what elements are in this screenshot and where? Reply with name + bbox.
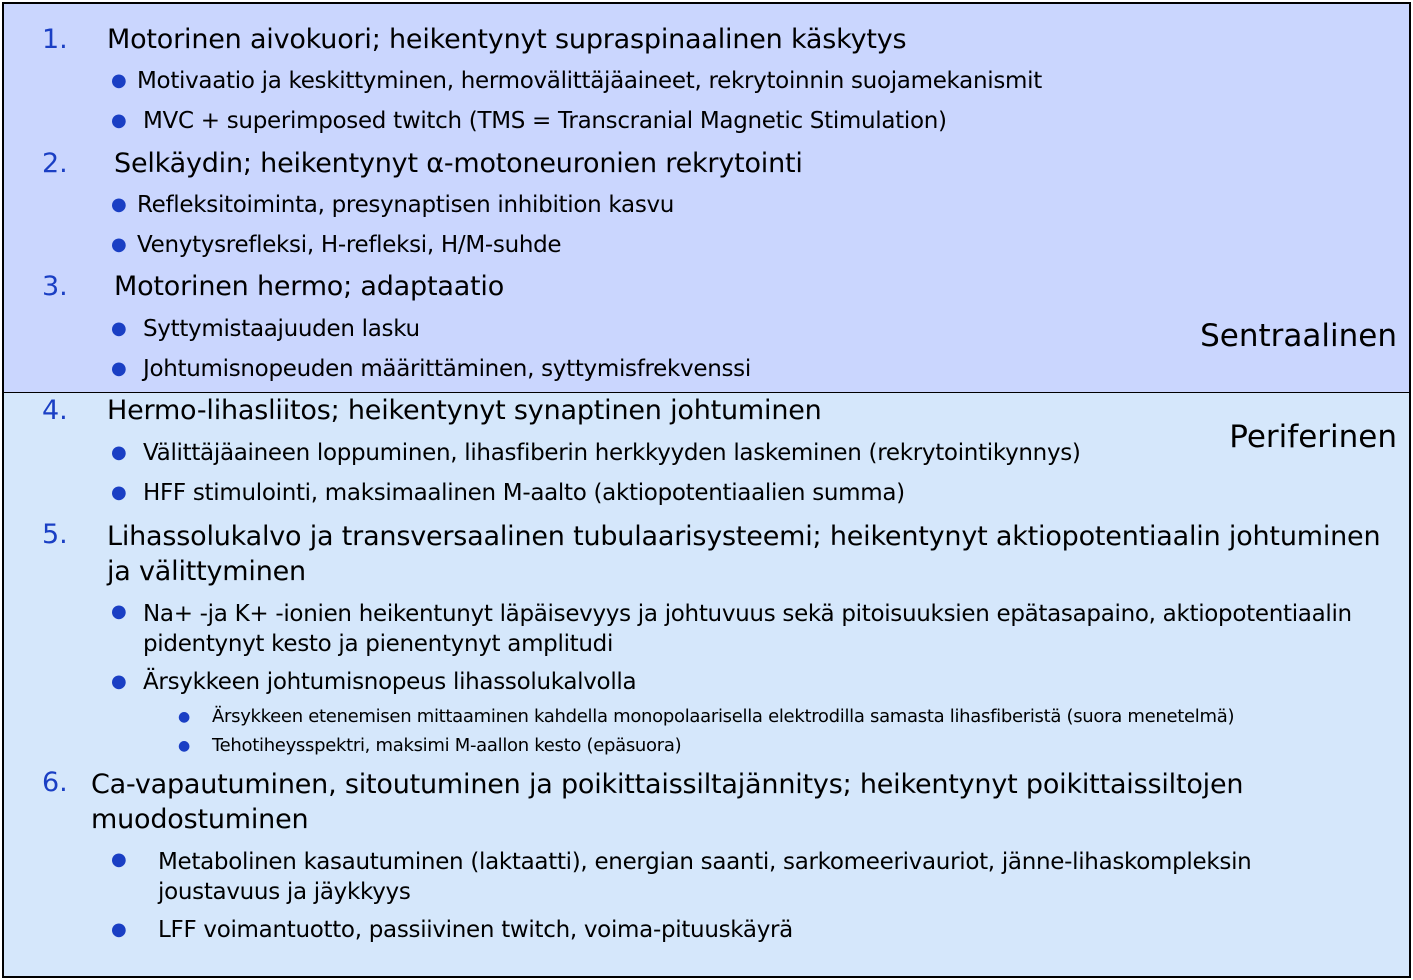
bullet-dot-icon: ●	[111, 358, 127, 379]
item-title: Ca-vapautuminen, sitoutuminen ja poikittaissiltajännitys; heikentynyt poikittaissiltojen muodostuminen	[91, 769, 1244, 835]
item-number: 1.	[42, 24, 68, 55]
bullet-text: Motivaatio ja keskittyminen, hermovälittäjäaineet, rekrytoinnin suojamekanismit	[137, 68, 1042, 94]
item-number: 2.	[42, 148, 68, 179]
bullet-text: Metabolinen kasautuminen (laktaatti), energian saanti, sarkomeerivauriot, jänne-lihaskompleksin joustavuus ja jäykkyys	[158, 849, 1252, 905]
sub-bullet-dot-icon: ●	[178, 709, 191, 725]
bullet-dot-icon: ●	[111, 849, 127, 870]
item-title: Lihassolukalvo ja transversaalinen tubulaarisysteemi; heikentynyt aktiopotentiaalin johtuminen ja välittyminen	[107, 521, 1381, 587]
bullet-text: Johtumisnopeuden määrittäminen, syttymisfrekvenssi	[143, 356, 751, 382]
bullet-text: MVC + superimposed twitch (TMS = Transcranial Magnetic Stimulation)	[143, 108, 947, 134]
item-title: Selkäydin; heikentynyt α-motoneuronien rekrytointi	[114, 148, 803, 179]
bullet-dot-icon: ●	[111, 70, 127, 91]
item-title: Motorinen hermo; adaptaatio	[114, 271, 505, 302]
bullet-text: LFF voimantuotto, passiivinen twitch, voima-pituuskäyrä	[158, 917, 793, 943]
bullet-text: Na+ -ja K+ -ionien heikentunyt läpäisevyys ja johtuvuus sekä pitoisuuksien epätasapaino, aktiopotentiaalin pidentynyt kesto ja pienentynyt amplitudi	[143, 601, 1352, 657]
bullet-dot-icon: ●	[111, 318, 127, 339]
item-title: Hermo-lihasliitos; heikentynyt synaptinen johtuminen	[107, 395, 822, 426]
bullet-dot-icon: ●	[111, 234, 127, 255]
bullet-dot-icon: ●	[111, 482, 127, 503]
peripheral-label: Periferinen	[1229, 419, 1397, 455]
bullet-dot-icon: ●	[111, 919, 127, 940]
bullet-text: Ärsykkeen johtumisnopeus lihassolukalvolla	[143, 669, 637, 695]
bullet-dot-icon: ●	[111, 110, 127, 131]
item-number: 6.	[42, 767, 68, 798]
item-number: 5.	[42, 519, 68, 550]
item-number: 3.	[42, 271, 68, 302]
bullet-dot-icon: ●	[111, 194, 127, 215]
bullet-text: Välittäjäaineen loppuminen, lihasfiberin herkkyyden laskeminen (rekrytointikynnys)	[143, 440, 1081, 466]
item-number: 4.	[42, 395, 68, 426]
bullet-text: Venytysrefleksi, H-refleksi, H/M-suhde	[137, 232, 562, 258]
bullet-text: HFF stimulointi, maksimaalinen M-aalto (aktiopotentiaalien summa)	[143, 480, 905, 506]
bullet-dot-icon: ●	[111, 601, 127, 622]
bullet-text: Refleksitoiminta, presynaptisen inhibition kasvu	[137, 192, 675, 218]
sub-bullet-text: Ärsykkeen etenemisen mittaaminen kahdella monopolaarisella elektrodilla samasta lihasfiberistä (suora menetelmä)	[212, 706, 1235, 727]
item-title: Motorinen aivokuori; heikentynyt supraspinaalinen käskytys	[107, 24, 907, 55]
sub-bullet-text: Tehotiheysspektri, maksimi M-aallon kesto (epäsuora)	[212, 735, 682, 756]
sub-bullet-dot-icon: ●	[178, 738, 191, 754]
bullet-text: Syttymistaajuuden lasku	[143, 316, 420, 342]
bullet-dot-icon: ●	[111, 442, 127, 463]
bullet-dot-icon: ●	[111, 671, 127, 692]
central-label: Sentraalinen	[1200, 318, 1397, 354]
